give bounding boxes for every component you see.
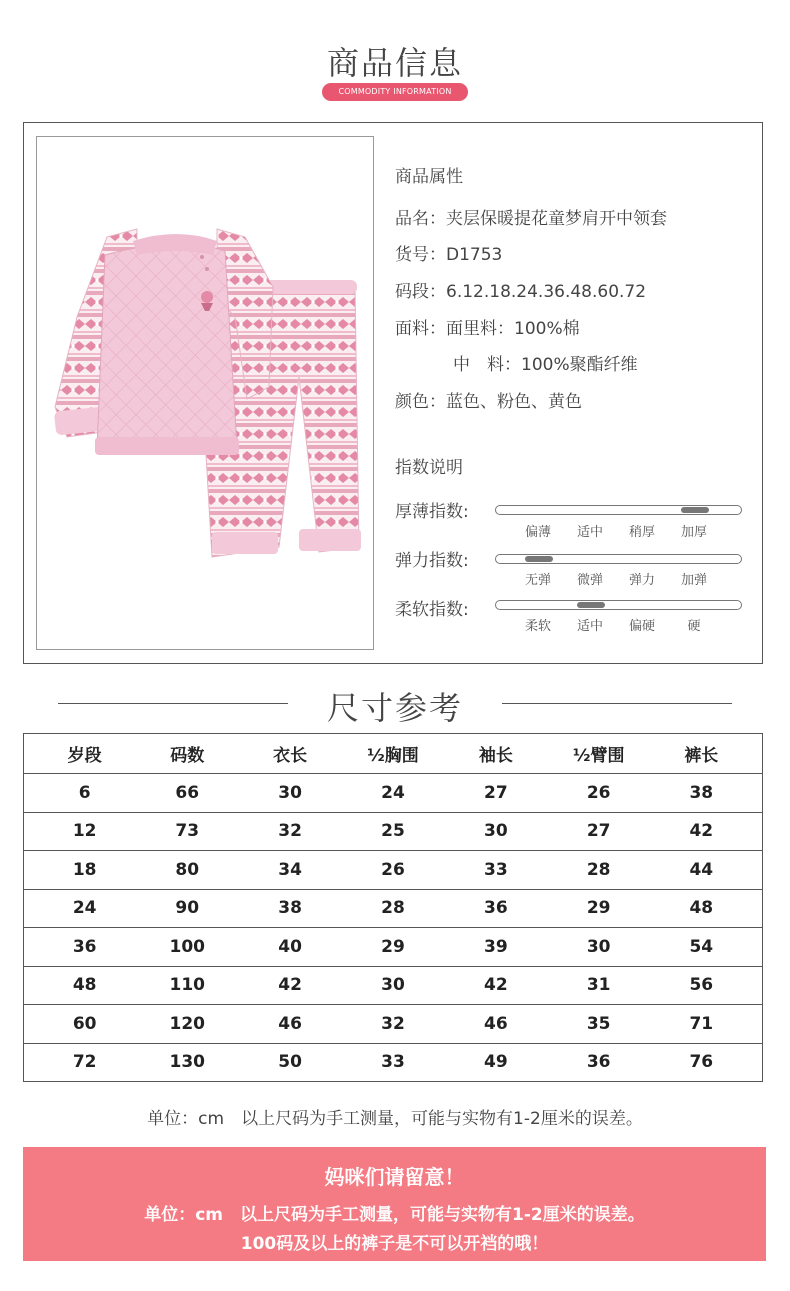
column-header: 袖长 — [478, 746, 513, 766]
product-color-value: 蓝色、粉色、黄色 — [446, 392, 582, 412]
column-header: 码数 — [170, 746, 205, 766]
indices-heading: 指数说明 — [395, 458, 463, 478]
product-name-row — [395, 204, 667, 229]
table-cell: 28 — [557, 851, 641, 890]
product-sku-value: D1753 — [446, 245, 503, 265]
product-sku-row — [395, 240, 502, 265]
gauge-tick: 微弹 — [576, 573, 604, 588]
table-row — [24, 928, 763, 967]
column-header: 衣长 — [273, 746, 308, 766]
gauge-tick: 无弹 — [524, 573, 552, 588]
gauge-tick: 偏硬 — [628, 619, 656, 634]
product-sizes-row — [395, 277, 646, 302]
column-header: 裤长 — [684, 746, 719, 766]
table-cell: 56 — [641, 966, 763, 1005]
elasticity-index-gauge — [495, 554, 742, 564]
column-header: ½胸围 — [367, 746, 419, 766]
table-cell: 36 — [557, 1043, 641, 1082]
product-fabric-row — [395, 314, 580, 339]
table-cell: 30 — [557, 928, 641, 967]
gauge-tick: 适中 — [576, 619, 604, 634]
table-cell: 33 — [435, 851, 557, 890]
unit-note: 单位：cm 以上尺码为手工测量，可能与实物有1-2厘米的误差。 — [147, 1109, 643, 1129]
table-cell: 29 — [351, 928, 435, 967]
notice-line-2: 100码及以上的裤子是不可以开裆的哦！ — [240, 1234, 549, 1254]
table-cell: 24 — [351, 774, 435, 813]
table-cell: 35 — [557, 1005, 641, 1044]
table-cell: 36 — [435, 889, 557, 928]
table-cell: 26 — [351, 851, 435, 890]
table-cell: 31 — [557, 966, 641, 1005]
thickness-index-knob — [681, 507, 709, 513]
page-title: 商品信息 — [326, 44, 463, 82]
gauge-tick: 柔软 — [524, 619, 552, 634]
table-row — [24, 1043, 763, 1082]
column-header: ½臂围 — [572, 746, 625, 766]
table-cell: 54 — [641, 928, 763, 967]
attributes-heading: 商品属性 — [395, 167, 463, 187]
pajama-illustration — [37, 137, 374, 650]
table-cell: 46 — [229, 1005, 351, 1044]
table-cell: 42 — [641, 812, 763, 851]
gauge-tick: 加弹 — [680, 573, 708, 588]
table-header-row — [24, 734, 763, 774]
product-sizes-label: 码段： — [395, 282, 446, 302]
product-color-label: 颜色： — [395, 392, 446, 412]
table-cell: 46 — [435, 1005, 557, 1044]
gauge-tick: 加厚 — [680, 525, 708, 540]
table-cell: 28 — [351, 889, 435, 928]
table-cell: 29 — [557, 889, 641, 928]
table-row — [24, 1005, 763, 1044]
column-header: 岁段 — [67, 746, 102, 766]
table-cell: 100 — [145, 928, 229, 967]
thickness-index-label: 厚薄指数: — [395, 502, 469, 522]
notice-line-1: 单位：cm 以上尺码为手工测量，可能与实物有1-2厘米的误差。 — [144, 1205, 645, 1225]
table-row — [24, 812, 763, 851]
elasticity-index-knob — [525, 556, 553, 562]
size-table — [23, 733, 763, 1082]
table-cell: 42 — [229, 966, 351, 1005]
product-name-value: 夹层保暖提花童梦肩开中领套 — [446, 209, 667, 229]
table-cell: 39 — [435, 928, 557, 967]
table-cell: 80 — [145, 851, 229, 890]
table-cell: 12 — [24, 812, 146, 851]
table-cell: 40 — [229, 928, 351, 967]
table-cell: 32 — [229, 812, 351, 851]
table-cell: 66 — [145, 774, 229, 813]
product-name-label: 品名： — [395, 209, 446, 229]
table-cell: 50 — [229, 1043, 351, 1082]
divider-right — [502, 703, 732, 704]
gauge-tick: 适中 — [576, 525, 604, 540]
table-cell: 90 — [145, 889, 229, 928]
table-cell: 71 — [641, 1005, 763, 1044]
gauge-tick: 弹力 — [628, 573, 656, 588]
table-cell: 38 — [641, 774, 763, 813]
table-cell: 110 — [145, 966, 229, 1005]
table-cell: 48 — [24, 966, 146, 1005]
gauge-tick: 偏薄 — [524, 525, 552, 540]
softness-index-knob — [577, 602, 605, 608]
table-cell: 33 — [351, 1043, 435, 1082]
product-color-row — [395, 387, 582, 412]
table-row — [24, 774, 763, 813]
table-cell: 49 — [435, 1043, 557, 1082]
product-fabric-label: 面料： — [395, 319, 446, 339]
product-fabric-outer: 面里料：100%棉 — [446, 319, 580, 339]
table-cell: 36 — [24, 928, 146, 967]
table-cell: 6 — [24, 774, 146, 813]
softness-index-gauge — [495, 600, 742, 610]
notice-title: 妈咪们请留意！ — [324, 1165, 465, 1189]
table-cell: 130 — [145, 1043, 229, 1082]
size-chart-title: 尺寸参考 — [326, 689, 463, 727]
notice-banner — [23, 1147, 766, 1261]
table-cell: 32 — [351, 1005, 435, 1044]
table-cell: 34 — [229, 851, 351, 890]
table-cell: 30 — [229, 774, 351, 813]
table-cell: 30 — [435, 812, 557, 851]
elasticity-index-label: 弹力指数: — [395, 551, 469, 571]
table-cell: 44 — [641, 851, 763, 890]
gauge-tick: 硬 — [687, 619, 701, 634]
table-cell: 27 — [557, 812, 641, 851]
product-sku-label: 货号： — [395, 245, 446, 265]
softness-index-label: 柔软指数: — [395, 600, 469, 620]
product-image[interactable] — [36, 136, 374, 650]
table-row — [24, 851, 763, 890]
table-cell: 60 — [24, 1005, 146, 1044]
table-cell: 76 — [641, 1043, 763, 1082]
table-cell: 73 — [145, 812, 229, 851]
table-cell: 18 — [24, 851, 146, 890]
product-fabric-middle: 中 料：100%聚酯纤维 — [453, 355, 638, 375]
table-cell: 27 — [435, 774, 557, 813]
product-sizes-value: 6.12.18.24.36.48.60.72 — [446, 282, 647, 302]
table-cell: 42 — [435, 966, 557, 1005]
table-row — [24, 889, 763, 928]
table-cell: 24 — [24, 889, 146, 928]
subtitle-badge: COMMODITY INFORMATION — [322, 83, 468, 101]
table-cell: 30 — [351, 966, 435, 1005]
table-cell: 72 — [24, 1043, 146, 1082]
thickness-index-gauge — [495, 505, 742, 515]
table-cell: 120 — [145, 1005, 229, 1044]
table-cell: 38 — [229, 889, 351, 928]
table-row — [24, 966, 763, 1005]
table-cell: 48 — [641, 889, 763, 928]
gauge-tick: 稍厚 — [628, 525, 656, 540]
table-cell: 26 — [557, 774, 641, 813]
table-cell: 25 — [351, 812, 435, 851]
